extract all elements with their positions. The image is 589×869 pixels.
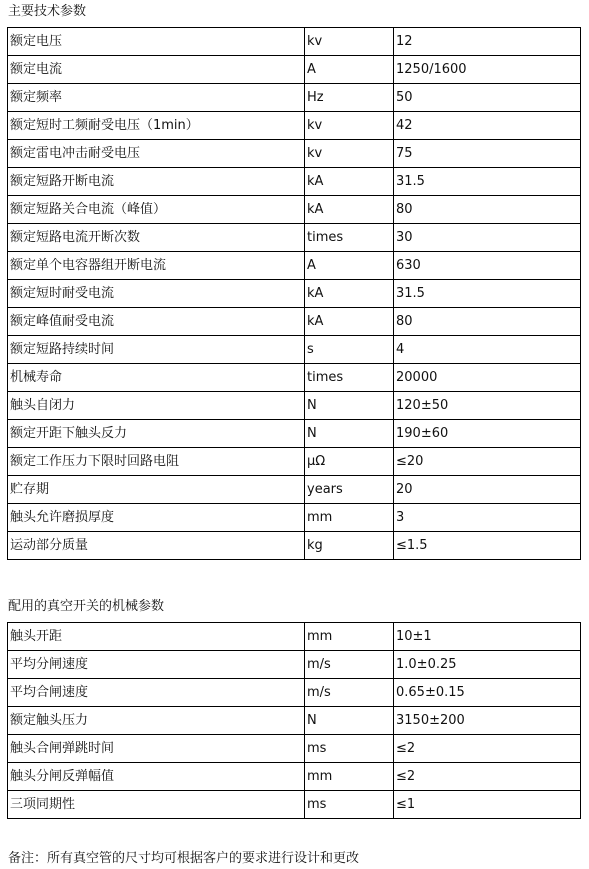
param-unit-cell: mm bbox=[305, 763, 394, 791]
table-row bbox=[8, 168, 581, 196]
param-unit-cell: N bbox=[305, 707, 394, 735]
table-row bbox=[8, 476, 581, 504]
main-specs-table-body bbox=[8, 28, 581, 560]
param-name-cell: 触头自闭力 bbox=[8, 392, 305, 420]
param-value-cell: 80 bbox=[394, 196, 581, 224]
param-unit-cell: years bbox=[305, 476, 394, 504]
param-value-cell: 42 bbox=[394, 112, 581, 140]
param-value-cell: 20000 bbox=[394, 364, 581, 392]
section-title-mechanical-params: 配用的真空开关的机械参数 bbox=[8, 599, 165, 614]
param-value-cell: 50 bbox=[394, 84, 581, 112]
param-value-cell: 120±50 bbox=[394, 392, 581, 420]
param-unit-cell: kA bbox=[305, 196, 394, 224]
param-name-cell: 额定工作压力下限时回路电阻 bbox=[8, 448, 305, 476]
param-name-cell: 额定峰值耐受电流 bbox=[8, 308, 305, 336]
param-unit-cell: N bbox=[305, 392, 394, 420]
param-value-cell: 30 bbox=[394, 224, 581, 252]
table-row bbox=[8, 140, 581, 168]
param-unit-cell: μΩ bbox=[305, 448, 394, 476]
param-name-cell: 额定触头压力 bbox=[8, 707, 305, 735]
param-name-cell: 额定短路电流开断次数 bbox=[8, 224, 305, 252]
param-name-cell: 额定短时工频耐受电压（1min） bbox=[8, 112, 305, 140]
table-row bbox=[8, 196, 581, 224]
table-row bbox=[8, 532, 581, 560]
param-unit-cell: mm bbox=[305, 623, 394, 651]
param-value-cell: 80 bbox=[394, 308, 581, 336]
param-unit-cell: s bbox=[305, 336, 394, 364]
table-row bbox=[8, 392, 581, 420]
param-name-cell: 额定短时耐受电流 bbox=[8, 280, 305, 308]
param-name-cell: 机械寿命 bbox=[8, 364, 305, 392]
table-row bbox=[8, 763, 581, 791]
param-unit-cell: A bbox=[305, 56, 394, 84]
table-row bbox=[8, 280, 581, 308]
param-value-cell: 31.5 bbox=[394, 280, 581, 308]
param-value-cell: ≤2 bbox=[394, 763, 581, 791]
param-name-cell: 触头允许磨损厚度 bbox=[8, 504, 305, 532]
param-value-cell: ≤2 bbox=[394, 735, 581, 763]
param-value-cell: ≤20 bbox=[394, 448, 581, 476]
param-unit-cell: N bbox=[305, 420, 394, 448]
param-value-cell: 4 bbox=[394, 336, 581, 364]
param-unit-cell: A bbox=[305, 252, 394, 280]
param-unit-cell: kv bbox=[305, 140, 394, 168]
param-value-cell: 10±1 bbox=[394, 623, 581, 651]
table-row bbox=[8, 56, 581, 84]
table-row bbox=[8, 707, 581, 735]
param-name-cell: 平均合闸速度 bbox=[8, 679, 305, 707]
param-value-cell: 12 bbox=[394, 28, 581, 56]
param-unit-cell: kA bbox=[305, 308, 394, 336]
table-row bbox=[8, 364, 581, 392]
param-unit-cell: Hz bbox=[305, 84, 394, 112]
table-row bbox=[8, 735, 581, 763]
param-unit-cell: m/s bbox=[305, 679, 394, 707]
param-unit-cell: ms bbox=[305, 735, 394, 763]
param-value-cell: 1.0±0.25 bbox=[394, 651, 581, 679]
table-row bbox=[8, 252, 581, 280]
param-unit-cell: kA bbox=[305, 280, 394, 308]
param-value-cell: 630 bbox=[394, 252, 581, 280]
param-unit-cell: kg bbox=[305, 532, 394, 560]
param-name-cell: 平均分闸速度 bbox=[8, 651, 305, 679]
param-name-cell: 额定电流 bbox=[8, 56, 305, 84]
param-value-cell: ≤1.5 bbox=[394, 532, 581, 560]
param-value-cell: 75 bbox=[394, 140, 581, 168]
param-unit-cell: kv bbox=[305, 112, 394, 140]
param-value-cell: 20 bbox=[394, 476, 581, 504]
param-value-cell: 3150±200 bbox=[394, 707, 581, 735]
param-unit-cell: kA bbox=[305, 168, 394, 196]
param-value-cell: 3 bbox=[394, 504, 581, 532]
table-row bbox=[8, 224, 581, 252]
param-name-cell: 额定单个电容器组开断电流 bbox=[8, 252, 305, 280]
footnote: 备注：所有真空管的尺寸均可根据客户的要求进行设计和更改 bbox=[8, 851, 360, 866]
param-name-cell: 触头开距 bbox=[8, 623, 305, 651]
param-name-cell: 贮存期 bbox=[8, 476, 305, 504]
table-row bbox=[8, 679, 581, 707]
param-name-cell: 额定开距下触头反力 bbox=[8, 420, 305, 448]
param-unit-cell: mm bbox=[305, 504, 394, 532]
param-name-cell: 触头分闸反弹幅值 bbox=[8, 763, 305, 791]
param-name-cell: 触头合闸弹跳时间 bbox=[8, 735, 305, 763]
table-row bbox=[8, 84, 581, 112]
param-unit-cell: ms bbox=[305, 791, 394, 819]
table-row bbox=[8, 504, 581, 532]
param-unit-cell: m/s bbox=[305, 651, 394, 679]
table-row bbox=[8, 448, 581, 476]
param-value-cell: 31.5 bbox=[394, 168, 581, 196]
param-name-cell: 额定短路持续时间 bbox=[8, 336, 305, 364]
table-row bbox=[8, 112, 581, 140]
mechanical-params-table bbox=[7, 622, 581, 819]
mechanical-params-table-body bbox=[8, 623, 581, 819]
param-unit-cell: times bbox=[305, 224, 394, 252]
param-value-cell: 0.65±0.15 bbox=[394, 679, 581, 707]
param-name-cell: 三项同期性 bbox=[8, 791, 305, 819]
param-value-cell: 1250/1600 bbox=[394, 56, 581, 84]
param-name-cell: 额定短路开断电流 bbox=[8, 168, 305, 196]
table-row bbox=[8, 651, 581, 679]
main-specs-table bbox=[7, 27, 581, 560]
param-unit-cell: times bbox=[305, 364, 394, 392]
table-row bbox=[8, 308, 581, 336]
table-row bbox=[8, 623, 581, 651]
param-value-cell: 190±60 bbox=[394, 420, 581, 448]
table-row bbox=[8, 420, 581, 448]
table-row bbox=[8, 791, 581, 819]
param-name-cell: 运动部分质量 bbox=[8, 532, 305, 560]
param-name-cell: 额定雷电冲击耐受电压 bbox=[8, 140, 305, 168]
section-title-main-specs: 主要技术参数 bbox=[8, 4, 87, 19]
table-row bbox=[8, 28, 581, 56]
param-name-cell: 额定频率 bbox=[8, 84, 305, 112]
param-unit-cell: kv bbox=[305, 28, 394, 56]
param-name-cell: 额定电压 bbox=[8, 28, 305, 56]
param-name-cell: 额定短路关合电流（峰值） bbox=[8, 196, 305, 224]
table-row bbox=[8, 336, 581, 364]
param-value-cell: ≤1 bbox=[394, 791, 581, 819]
